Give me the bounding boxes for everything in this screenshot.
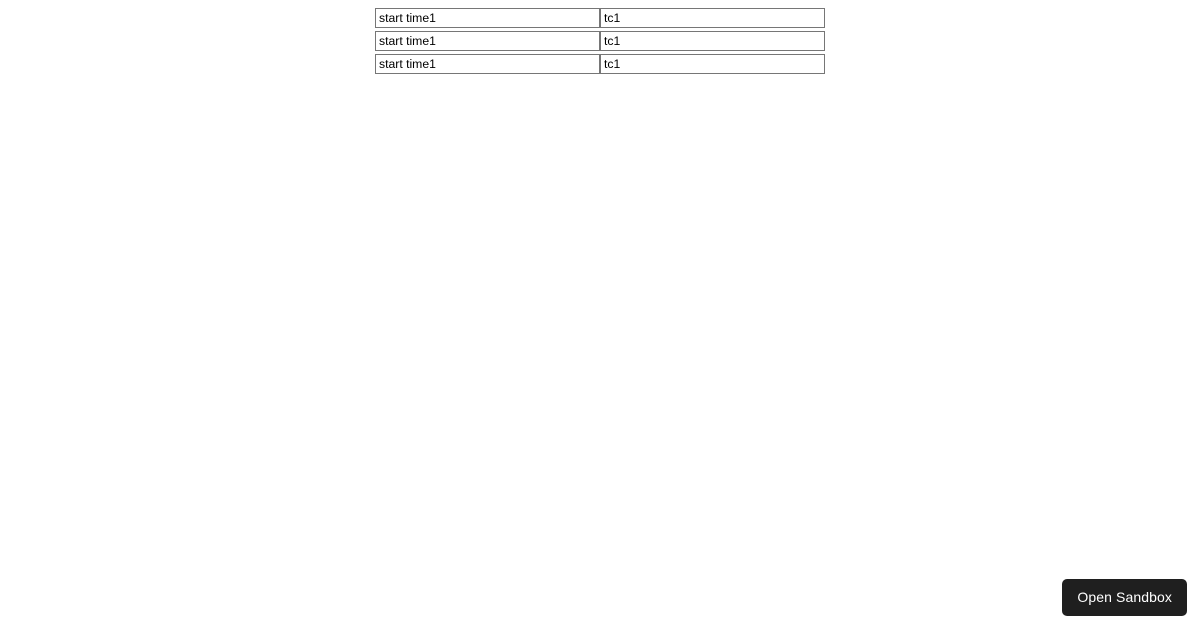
tc-input[interactable]: [600, 31, 825, 51]
start-time-input[interactable]: [375, 54, 600, 74]
start-time-input[interactable]: [375, 8, 600, 28]
table-row: [375, 54, 825, 74]
tc-input[interactable]: [600, 54, 825, 74]
input-grid: [375, 8, 825, 74]
table-row: [375, 8, 825, 28]
start-time-input[interactable]: [375, 31, 600, 51]
tc-input[interactable]: [600, 8, 825, 28]
table-row: [375, 31, 825, 51]
open-sandbox-button[interactable]: Open Sandbox: [1062, 579, 1187, 616]
